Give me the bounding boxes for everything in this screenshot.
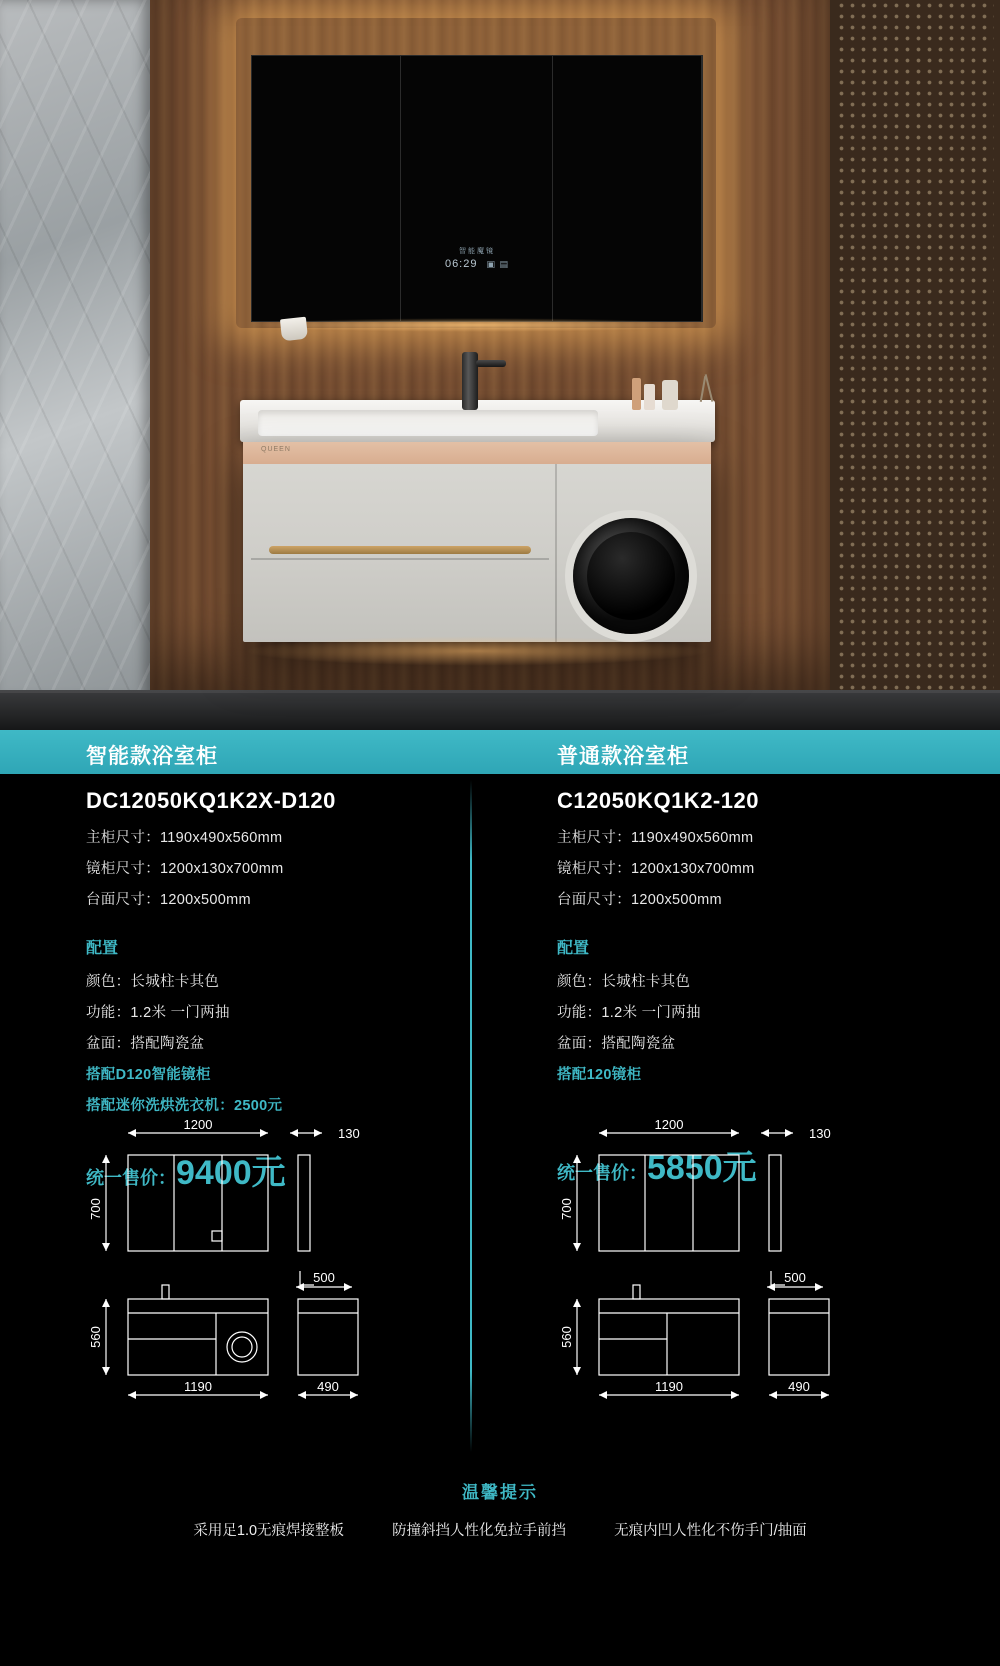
- tip-item: 无痕内凹人性化不伤手门/抽面: [614, 1523, 807, 1539]
- vanity-cabinet: [243, 442, 711, 642]
- price-value: 9400元: [176, 1154, 286, 1192]
- config-title: 配置: [86, 940, 119, 957]
- section-header-bar: [0, 730, 1000, 774]
- dim-top-depth: 500: [313, 1270, 335, 1285]
- bottle-amber: [632, 378, 641, 410]
- tip-item: 防撞斜挡人性化免拉手前挡: [392, 1523, 567, 1539]
- tip-item: 采用足1.0无痕焊接整板: [193, 1523, 345, 1539]
- dim-top-depth: 500: [784, 1270, 806, 1285]
- smart-mirror-cabinet: [251, 55, 703, 322]
- dim-side-depth: 490: [317, 1379, 339, 1394]
- tips-section: [0, 1478, 1000, 1540]
- config-accent-line: 搭配120镜柜: [557, 1067, 642, 1083]
- dim-mirror-height: 700: [559, 1198, 574, 1220]
- vanity-accent-strip: [243, 442, 711, 464]
- bottle-white: [644, 384, 655, 410]
- dim-side-depth: 490: [788, 1379, 810, 1394]
- spec-line: 主柜尺寸：1190x490x560mm: [557, 830, 754, 846]
- mirror-pane-right: [553, 56, 702, 321]
- gold-handle: [269, 546, 531, 554]
- tips-title: 温馨提示: [462, 1483, 538, 1502]
- tips-row: [0, 1519, 1000, 1540]
- decor-bottles: [628, 360, 698, 410]
- price-value: 5850元: [647, 1149, 757, 1187]
- faucet: [462, 352, 478, 410]
- mirror-hud-title: 智能魔镜: [458, 248, 495, 255]
- dim-mirror-width: 1200: [183, 1119, 213, 1132]
- diffuser-bottle: [662, 380, 678, 410]
- header-title-standard: 普通款浴室柜: [557, 745, 689, 768]
- spec-line: 台面尺寸：1200x500mm: [557, 892, 722, 908]
- config-accent-line: 搭配D120智能镜柜: [86, 1067, 211, 1083]
- spec-line: 镜柜尺寸：1200x130x700mm: [557, 861, 755, 877]
- brand-logo-tag: QUEEN: [261, 446, 291, 453]
- spec-line: 镜柜尺寸：1200x130x700mm: [86, 861, 284, 877]
- dim-cabinet-height: 560: [559, 1326, 574, 1348]
- mini-washer-door: [573, 518, 689, 634]
- cabinet-split-line: [555, 464, 557, 642]
- mirror-pane-middle: [401, 56, 553, 321]
- spec-line: 主柜尺寸：1190x490x560mm: [86, 830, 283, 846]
- price-label: 统一售价：: [86, 1168, 176, 1188]
- dim-cabinet-width: 1190: [655, 1379, 683, 1394]
- dim-cabinet-width: 1190: [184, 1379, 212, 1394]
- technical-drawing-smart: [86, 1119, 506, 1409]
- spec-section: [0, 774, 1000, 1474]
- config-line: 颜色：长城柱卡其色: [557, 974, 691, 990]
- config-line: 盆面：搭配陶瓷盆: [86, 1036, 205, 1052]
- vanity-under-light: [243, 636, 711, 666]
- mirror-hud-time-text: 06:29: [444, 258, 478, 270]
- price-label: 统一售价：: [557, 1163, 647, 1183]
- drawer-seam: [251, 558, 549, 560]
- tissue-box: [280, 317, 308, 342]
- config-line: 颜色：长城柱卡其色: [86, 974, 220, 990]
- header-title-smart: 智能款浴室柜: [86, 745, 218, 768]
- technical-drawing-standard: [557, 1119, 977, 1409]
- hero-product-photo: [0, 0, 1000, 740]
- config-line: 功能：1.2米 一门两抽: [86, 1005, 230, 1021]
- config-accent-line: 搭配迷你洗烘洗衣机：2500元: [86, 1098, 283, 1114]
- dim-mirror-width: 1200: [654, 1119, 684, 1132]
- dim-mirror-depth: 130: [809, 1126, 831, 1141]
- model-code: DC12050KQ1K2X-D120: [86, 788, 336, 813]
- spec-line: 台面尺寸：1200x500mm: [86, 892, 251, 908]
- mirror-under-light: [251, 318, 701, 332]
- mirror-pane-left: [252, 56, 401, 321]
- dim-mirror-depth: 130: [338, 1126, 360, 1141]
- config-line: 盆面：搭配陶瓷盆: [557, 1036, 676, 1052]
- config-title: 配置: [557, 940, 590, 957]
- dim-cabinet-height: 560: [88, 1326, 103, 1348]
- mirror-hud: [445, 246, 509, 270]
- perforated-wall-panel: [830, 0, 1000, 700]
- dim-mirror-height: 700: [88, 1198, 103, 1220]
- mirror-hud-clock: [445, 258, 509, 270]
- stone-wall-panel: [0, 0, 150, 700]
- config-line: 功能：1.2米 一门两抽: [557, 1005, 701, 1021]
- mirror-hud-icons: ▣ ▤: [486, 259, 510, 269]
- model-code: C12050KQ1K2-120: [557, 788, 759, 813]
- ceramic-basin: [258, 410, 598, 436]
